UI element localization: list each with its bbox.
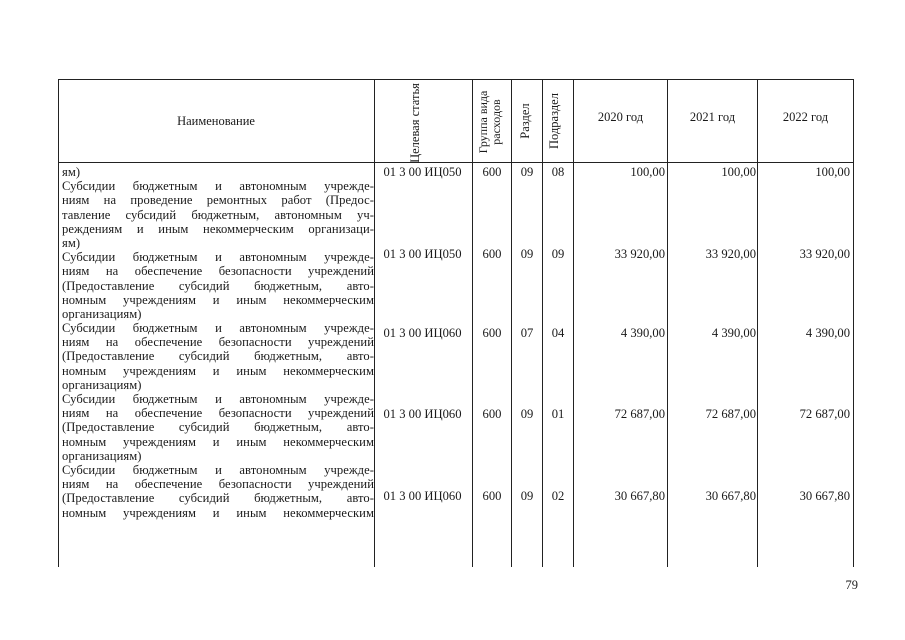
name-line: реждениям и иным некоммерческим организаци- [62, 221, 374, 236]
header-divider [58, 162, 854, 163]
name-line: (Предоставление субсидий бюджетным, авто- [62, 491, 374, 506]
header-expense-group: Группа вида расходов [476, 90, 503, 154]
row3-section: 07 [520, 326, 534, 340]
name-line: ниям на проведение ремонтных работ (Предос- [62, 193, 374, 208]
name-line: Субсидии бюджетным и автономным учрежде- [62, 462, 374, 477]
row4-section: 09 [520, 407, 534, 421]
name-line: номным учреждениям и иным некоммерческим [62, 434, 374, 449]
name-line: тавление субсидий бюджетным, автономным уч- [62, 207, 374, 222]
name-line: номным учреждениям и иным некоммерческим [62, 292, 374, 307]
row4-2020: 72 687,00 [614, 407, 665, 421]
name-line: Субсидии бюджетным и автономным учрежде- [62, 250, 374, 265]
row2-2022: 33 920,00 [799, 247, 850, 261]
column-divider [667, 79, 668, 567]
header-subsection: Подраздел [547, 93, 561, 149]
row2-subsection: 09 [551, 247, 565, 261]
row5-2022: 30 667,80 [799, 489, 850, 503]
name-line: Субсидии бюджетным и автономным учрежде- [62, 392, 374, 406]
row4-2022: 72 687,00 [799, 407, 850, 421]
header-section: Раздел [518, 103, 532, 139]
name-line: ниям на обеспечение безопасности учреждений [62, 406, 374, 421]
row1-2021: 100,00 [721, 165, 756, 179]
name-line: номным учреждениям и иным некоммерческим [62, 363, 374, 378]
row5-2020: 30 667,80 [614, 489, 665, 503]
row1-2020: 100,00 [630, 165, 665, 179]
row1-group: 600 [482, 165, 502, 179]
name-line: ниям на обеспечение безопасности учреждений [62, 335, 374, 350]
row4-group: 600 [482, 407, 502, 421]
row2-2020: 33 920,00 [614, 247, 665, 261]
name-line: организациям) [62, 448, 142, 463]
row3-group: 600 [482, 326, 502, 340]
header-2021: 2021 год [689, 110, 736, 124]
row4-2021: 72 687,00 [705, 407, 756, 421]
row3-2021: 4 390,00 [711, 326, 756, 340]
page-number: 79 [845, 578, 858, 592]
row4-code: 01 3 00 ИЦ060 [383, 407, 462, 421]
name-line: ниям на обеспечение безопасности учреждений [62, 264, 374, 279]
row3-code: 01 3 00 ИЦ060 [383, 326, 462, 340]
row3-2020: 4 390,00 [620, 326, 665, 340]
header-name: Наименование [177, 114, 255, 128]
row5-code: 01 3 00 ИЦ060 [383, 489, 462, 503]
row3-subsection: 04 [551, 326, 565, 340]
name-line: (Предоставление субсидий бюджетным, авто- [62, 278, 374, 293]
row5-2021: 30 667,80 [705, 489, 756, 503]
row1-section: 09 [520, 165, 534, 179]
name-line: организациям) [62, 377, 142, 392]
header-2020: 2020 год [597, 110, 644, 124]
row2-section: 09 [520, 247, 534, 261]
row4-subsection: 01 [551, 407, 565, 421]
name-line: Субсидии бюджетным и автономным учрежде- [62, 179, 374, 194]
name-line: ниям на обеспечение безопасности учреждений [62, 477, 374, 492]
name-column-text [62, 165, 374, 520]
header-target-article: Целевая статья [408, 83, 422, 163]
row3-2022: 4 390,00 [805, 326, 850, 340]
header-2022: 2022 год [782, 110, 829, 124]
row2-2021: 33 920,00 [705, 247, 756, 261]
name-line: (Предоставление субсидий бюджетным, авто- [62, 420, 374, 435]
row1-subsection: 08 [551, 165, 565, 179]
name-line: ям) [62, 235, 81, 250]
column-divider [757, 79, 758, 567]
row1-code: 01 3 00 ИЦ050 [383, 165, 462, 179]
row5-subsection: 02 [551, 489, 565, 503]
row5-group: 600 [482, 489, 502, 503]
name-line: (Предоставление субсидий бюджетным, авто- [62, 349, 374, 364]
row5-section: 09 [520, 489, 534, 503]
row2-group: 600 [482, 247, 502, 261]
name-line: Субсидии бюджетным и автономным учрежде- [62, 321, 374, 336]
name-line: организациям) [62, 306, 142, 321]
name-line: ям) [62, 165, 81, 179]
name-line: номным учреждениям и иным некоммерческим [62, 505, 374, 520]
row1-2022: 100,00 [815, 165, 850, 179]
row2-code: 01 3 00 ИЦ050 [383, 247, 462, 261]
